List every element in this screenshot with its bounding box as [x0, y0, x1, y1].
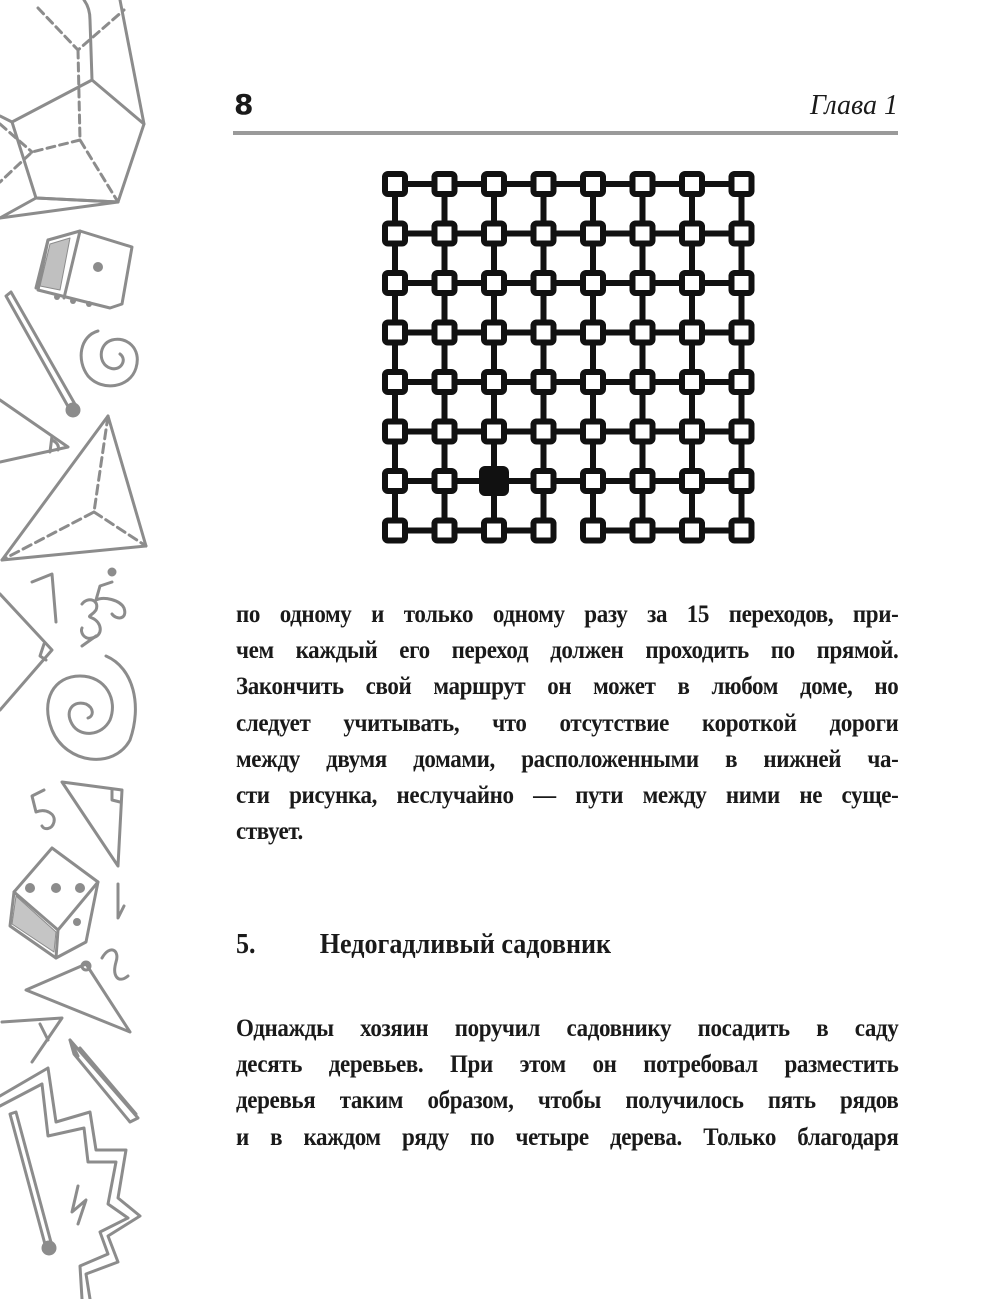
- house-node: [682, 224, 702, 244]
- house-node: [583, 422, 603, 442]
- house-node: [583, 521, 603, 541]
- spiral-large-icon: [48, 656, 136, 759]
- house-node-start: [482, 469, 506, 493]
- section-number: 5.: [236, 928, 256, 960]
- number-5-icon: [32, 790, 54, 829]
- paragraph-1: [236, 597, 898, 850]
- text-line: десять деревьев. При этом он потребовал разместить: [236, 1051, 899, 1079]
- spiral-icon: [81, 331, 137, 386]
- house-node: [633, 273, 653, 293]
- house-node: [682, 521, 702, 541]
- house-node: [484, 273, 504, 293]
- house-node: [732, 323, 752, 343]
- house-node: [484, 323, 504, 343]
- section-title: Недогадливый садовник: [319, 928, 612, 960]
- polyhedron-icon: [0, 0, 144, 218]
- house-node: [633, 224, 653, 244]
- lightning-small-icon: [72, 1186, 86, 1224]
- house-node: [633, 471, 653, 491]
- house-node: [534, 372, 554, 392]
- house-node: [484, 224, 504, 244]
- text-line: чем каждый его переход должен проходить по прямой.: [236, 637, 899, 665]
- number-1-icon: [118, 884, 124, 918]
- house-node: [583, 471, 603, 491]
- house-node: [732, 471, 752, 491]
- house-node: [732, 174, 752, 194]
- house-node: [435, 372, 455, 392]
- house-node: [484, 372, 504, 392]
- triangle-icon: [0, 400, 68, 462]
- angle-icon: [2, 1018, 62, 1062]
- house-node: [583, 323, 603, 343]
- house-node: [534, 521, 554, 541]
- house-node: [385, 174, 405, 194]
- number-2-icon: [102, 950, 128, 979]
- house-node: [534, 323, 554, 343]
- house-node: [583, 174, 603, 194]
- house-node: [633, 521, 653, 541]
- house-node: [633, 174, 653, 194]
- text-line: Закончить свой маршрут он может в любом доме, но: [236, 673, 899, 701]
- pencil-icon: [70, 1040, 138, 1122]
- house-node: [534, 273, 554, 293]
- house-node: [732, 422, 752, 442]
- house-node: [732, 521, 752, 541]
- text-line: сти рисунка, неслучайно — пути между ними не суще-: [236, 782, 899, 810]
- section-heading: [236, 928, 611, 961]
- house-node: [385, 521, 405, 541]
- house-node: [484, 521, 504, 541]
- dice-icon: [36, 231, 132, 308]
- header-rule: [233, 131, 898, 135]
- house-node: [682, 174, 702, 194]
- house-node: [385, 471, 405, 491]
- number-35-icon: [81, 569, 124, 646]
- text-line: Однажды хозяин поручил садовнику посадить в саду: [236, 1015, 899, 1042]
- house-node: [385, 273, 405, 293]
- house-node: [682, 471, 702, 491]
- house-node: [682, 273, 702, 293]
- house-node: [583, 224, 603, 244]
- house-node: [534, 174, 554, 194]
- text-line: по одному и только одному разу за 15 переходов, при-: [236, 601, 899, 628]
- house-node: [435, 521, 455, 541]
- text-line: и в каждом ряду по четыре дерева. Только благодаря: [236, 1123, 899, 1151]
- house-node: [682, 422, 702, 442]
- house-node: [534, 224, 554, 244]
- dice-three-icon: [10, 848, 98, 958]
- house-node: [534, 471, 554, 491]
- house-node: [732, 224, 752, 244]
- tetrahedron-icon: [2, 416, 146, 560]
- house-node: [732, 273, 752, 293]
- margin-decoration: [0, 0, 200, 1299]
- page-number: 8: [234, 88, 254, 121]
- house-node: [435, 323, 455, 343]
- house-node: [633, 422, 653, 442]
- house-node: [385, 372, 405, 392]
- house-node: [385, 323, 405, 343]
- house-node: [385, 422, 405, 442]
- house-node: [385, 224, 405, 244]
- house-node: [583, 273, 603, 293]
- house-node: [732, 372, 752, 392]
- text-line: между двумя домами, расположенными в нижней ча-: [236, 745, 899, 773]
- house-node: [435, 273, 455, 293]
- text-line: деревья таким образом, чтобы получилось пять рядов: [236, 1087, 899, 1115]
- lightning-zigzag-icon: [0, 1068, 140, 1299]
- house-node: [534, 422, 554, 442]
- house-node: [435, 224, 455, 244]
- house-node: [435, 174, 455, 194]
- house-node: [435, 422, 455, 442]
- text-line: следует учитывать, что отсутствие короткой дороги: [236, 709, 899, 737]
- paragraph-2: [236, 1011, 898, 1156]
- matchstick-icon: [6, 292, 79, 416]
- chapter-title: Глава 1: [810, 90, 898, 121]
- number-7-icon: [32, 574, 56, 622]
- house-node: [633, 323, 653, 343]
- house-node: [583, 372, 603, 392]
- house-node: [484, 174, 504, 194]
- house-node: [682, 323, 702, 343]
- house-node: [484, 422, 504, 442]
- house-node: [633, 372, 653, 392]
- house-node: [682, 372, 702, 392]
- house-node: [435, 471, 455, 491]
- grid-figure: [372, 162, 768, 552]
- text-line: ствует.: [236, 818, 303, 846]
